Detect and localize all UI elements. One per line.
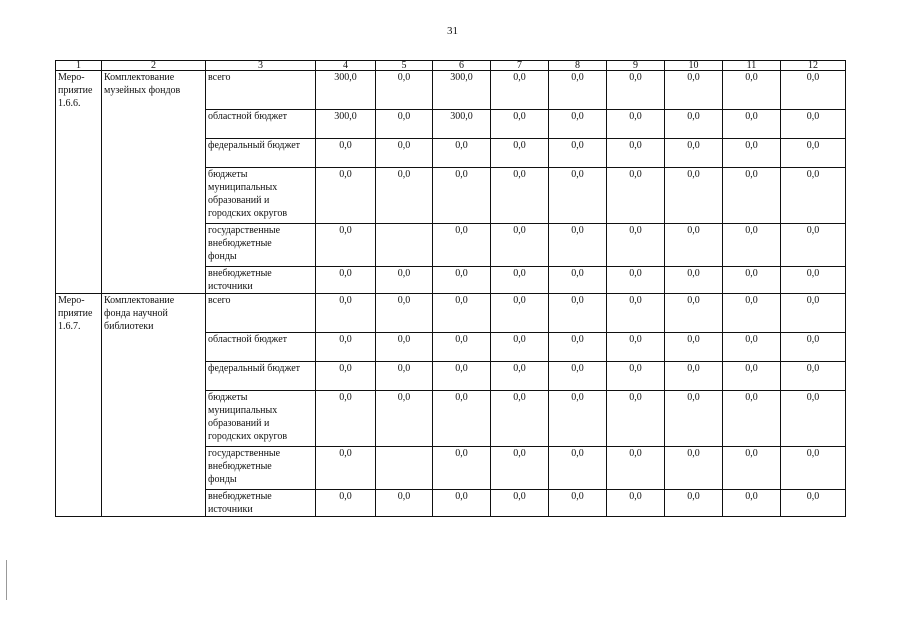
amount-cell: 0,0 bbox=[665, 224, 723, 267]
funding-source: внебюджетные источники bbox=[206, 490, 316, 517]
amount-cell: 0,0 bbox=[376, 333, 433, 362]
amount-cell: 0,0 bbox=[665, 362, 723, 391]
amount-cell: 0,0 bbox=[723, 333, 781, 362]
amount-cell: 300,0 bbox=[433, 110, 491, 139]
amount-cell: 0,0 bbox=[607, 447, 665, 490]
amount-cell: 0,0 bbox=[781, 110, 846, 139]
amount-cell: 0,0 bbox=[549, 224, 607, 267]
column-number: 10 bbox=[665, 61, 723, 71]
amount-cell: 0,0 bbox=[607, 71, 665, 110]
amount-cell: 0,0 bbox=[433, 224, 491, 267]
amount-cell: 0,0 bbox=[433, 168, 491, 224]
column-number: 12 bbox=[781, 61, 846, 71]
amount-cell: 0,0 bbox=[316, 490, 376, 517]
amount-cell: 0,0 bbox=[549, 333, 607, 362]
amount-cell: 0,0 bbox=[491, 139, 549, 168]
page-number: 31 bbox=[447, 25, 458, 37]
amount-cell: 0,0 bbox=[665, 267, 723, 294]
budget-table bbox=[55, 60, 846, 517]
column-number: 3 bbox=[206, 61, 316, 71]
funding-source: федеральный бюджет bbox=[206, 139, 316, 168]
amount-cell: 0,0 bbox=[781, 490, 846, 517]
amount-cell: 300,0 bbox=[433, 71, 491, 110]
amount-cell: 0,0 bbox=[723, 391, 781, 447]
amount-cell: 0,0 bbox=[607, 224, 665, 267]
amount-cell: 0,0 bbox=[376, 139, 433, 168]
amount-cell: 0,0 bbox=[665, 71, 723, 110]
column-number: 5 bbox=[376, 61, 433, 71]
amount-cell: 0,0 bbox=[491, 168, 549, 224]
amount-cell: 0,0 bbox=[607, 139, 665, 168]
amount-cell: 0,0 bbox=[781, 294, 846, 333]
funding-source: государственные внебюджетные фонды bbox=[206, 224, 316, 267]
amount-cell: 0,0 bbox=[376, 391, 433, 447]
funding-source: областной бюджет bbox=[206, 110, 316, 139]
amount-cell: 0,0 bbox=[723, 139, 781, 168]
amount-cell: 0,0 bbox=[665, 447, 723, 490]
amount-cell: 0,0 bbox=[549, 110, 607, 139]
amount-cell: 0,0 bbox=[433, 267, 491, 294]
amount-cell: 0,0 bbox=[491, 294, 549, 333]
amount-cell: 0,0 bbox=[316, 224, 376, 267]
amount-cell: 0,0 bbox=[433, 294, 491, 333]
amount-cell: 0,0 bbox=[607, 391, 665, 447]
column-number: 2 bbox=[102, 61, 206, 71]
amount-cell: 0,0 bbox=[607, 168, 665, 224]
amount-cell: 0,0 bbox=[781, 391, 846, 447]
amount-cell: 0,0 bbox=[665, 490, 723, 517]
funding-source: внебюджетные источники bbox=[206, 267, 316, 294]
table-row bbox=[56, 71, 846, 110]
amount-cell: 0,0 bbox=[781, 362, 846, 391]
amount-cell: 0,0 bbox=[376, 168, 433, 224]
scan-edge-mark bbox=[6, 560, 7, 600]
amount-cell: 0,0 bbox=[433, 333, 491, 362]
amount-cell: 0,0 bbox=[665, 139, 723, 168]
amount-cell: 0,0 bbox=[665, 110, 723, 139]
amount-cell: 0,0 bbox=[723, 224, 781, 267]
amount-cell: 0,0 bbox=[607, 333, 665, 362]
event-name: Комплектование фонда научной библиотеки bbox=[102, 294, 206, 517]
amount-cell: 0,0 bbox=[491, 447, 549, 490]
amount-cell: 0,0 bbox=[549, 294, 607, 333]
funding-source: федеральный бюджет bbox=[206, 362, 316, 391]
amount-cell: 0,0 bbox=[781, 267, 846, 294]
column-number: 9 bbox=[607, 61, 665, 71]
amount-cell: 0,0 bbox=[376, 490, 433, 517]
amount-cell: 0,0 bbox=[781, 139, 846, 168]
amount-cell: 0,0 bbox=[491, 110, 549, 139]
event-name: Комплектование музейных фондов bbox=[102, 71, 206, 294]
column-number: 1 bbox=[56, 61, 102, 71]
amount-cell: 0,0 bbox=[723, 447, 781, 490]
amount-cell bbox=[376, 224, 433, 267]
amount-cell: 0,0 bbox=[665, 294, 723, 333]
amount-cell: 0,0 bbox=[491, 333, 549, 362]
funding-source: государственные внебюджетные фонды bbox=[206, 447, 316, 490]
column-number: 11 bbox=[723, 61, 781, 71]
amount-cell: 0,0 bbox=[433, 362, 491, 391]
amount-cell: 0,0 bbox=[781, 168, 846, 224]
amount-cell: 0,0 bbox=[607, 267, 665, 294]
amount-cell: 0,0 bbox=[607, 490, 665, 517]
amount-cell: 0,0 bbox=[433, 490, 491, 517]
event-code: Меро- приятие 1.6.7. bbox=[56, 294, 102, 517]
amount-cell: 0,0 bbox=[491, 490, 549, 517]
amount-cell: 0,0 bbox=[723, 490, 781, 517]
amount-cell: 0,0 bbox=[433, 391, 491, 447]
column-number-row bbox=[56, 61, 846, 71]
amount-cell: 0,0 bbox=[316, 168, 376, 224]
amount-cell: 0,0 bbox=[316, 139, 376, 168]
amount-cell: 0,0 bbox=[316, 294, 376, 333]
column-number: 4 bbox=[316, 61, 376, 71]
amount-cell: 0,0 bbox=[491, 71, 549, 110]
amount-cell: 0,0 bbox=[376, 110, 433, 139]
column-number: 7 bbox=[491, 61, 549, 71]
amount-cell: 0,0 bbox=[781, 71, 846, 110]
funding-source: всего bbox=[206, 71, 316, 110]
amount-cell: 0,0 bbox=[665, 391, 723, 447]
amount-cell bbox=[376, 447, 433, 490]
funding-source: бюджеты муниципальных образований и городских округов bbox=[206, 391, 316, 447]
amount-cell: 0,0 bbox=[316, 362, 376, 391]
amount-cell: 0,0 bbox=[549, 447, 607, 490]
funding-source: бюджеты муниципальных образований и городских округов bbox=[206, 168, 316, 224]
amount-cell: 0,0 bbox=[723, 71, 781, 110]
amount-cell: 0,0 bbox=[723, 294, 781, 333]
amount-cell: 0,0 bbox=[433, 139, 491, 168]
amount-cell: 0,0 bbox=[549, 71, 607, 110]
amount-cell: 0,0 bbox=[723, 110, 781, 139]
amount-cell: 0,0 bbox=[723, 267, 781, 294]
amount-cell: 0,0 bbox=[549, 168, 607, 224]
amount-cell: 0,0 bbox=[781, 333, 846, 362]
amount-cell: 0,0 bbox=[549, 139, 607, 168]
amount-cell: 0,0 bbox=[549, 267, 607, 294]
amount-cell: 0,0 bbox=[723, 168, 781, 224]
amount-cell: 0,0 bbox=[376, 267, 433, 294]
amount-cell: 0,0 bbox=[665, 333, 723, 362]
amount-cell: 0,0 bbox=[781, 447, 846, 490]
amount-cell: 0,0 bbox=[316, 267, 376, 294]
amount-cell: 0,0 bbox=[376, 294, 433, 333]
amount-cell: 0,0 bbox=[376, 362, 433, 391]
column-number: 6 bbox=[433, 61, 491, 71]
table-row bbox=[56, 294, 846, 333]
event-code: Меро- приятие 1.6.6. bbox=[56, 71, 102, 294]
amount-cell: 0,0 bbox=[607, 110, 665, 139]
amount-cell: 0,0 bbox=[491, 224, 549, 267]
funding-source: всего bbox=[206, 294, 316, 333]
column-number: 8 bbox=[549, 61, 607, 71]
amount-cell: 0,0 bbox=[316, 333, 376, 362]
amount-cell: 0,0 bbox=[491, 267, 549, 294]
amount-cell: 0,0 bbox=[781, 224, 846, 267]
amount-cell: 0,0 bbox=[607, 294, 665, 333]
funding-source: областной бюджет bbox=[206, 333, 316, 362]
amount-cell: 0,0 bbox=[376, 71, 433, 110]
amount-cell: 0,0 bbox=[316, 391, 376, 447]
amount-cell: 0,0 bbox=[491, 391, 549, 447]
amount-cell: 300,0 bbox=[316, 71, 376, 110]
amount-cell: 0,0 bbox=[607, 362, 665, 391]
amount-cell: 0,0 bbox=[665, 168, 723, 224]
amount-cell: 0,0 bbox=[491, 362, 549, 391]
amount-cell: 300,0 bbox=[316, 110, 376, 139]
amount-cell: 0,0 bbox=[549, 391, 607, 447]
amount-cell: 0,0 bbox=[549, 490, 607, 517]
amount-cell: 0,0 bbox=[549, 362, 607, 391]
amount-cell: 0,0 bbox=[723, 362, 781, 391]
amount-cell: 0,0 bbox=[433, 447, 491, 490]
amount-cell: 0,0 bbox=[316, 447, 376, 490]
